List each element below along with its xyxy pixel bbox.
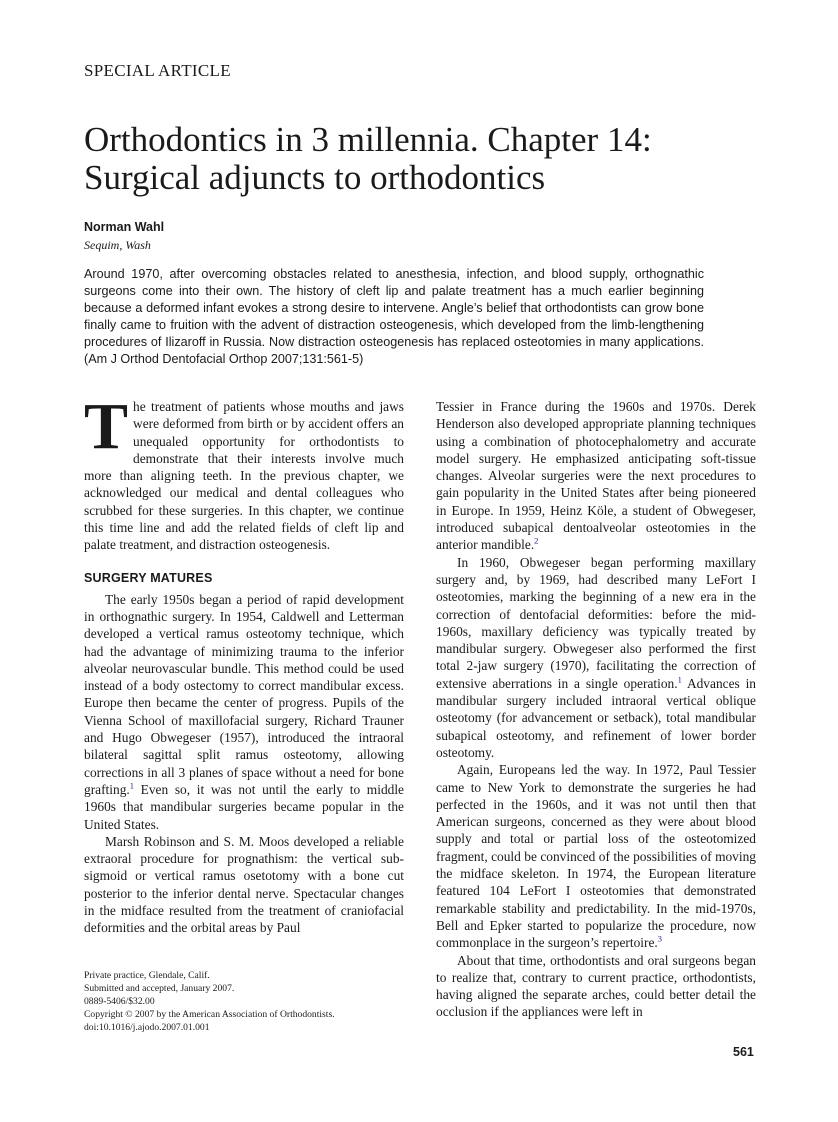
paragraph [436,398,756,554]
reference-link[interactable]: 1 [129,780,134,791]
footnote-issn: 0889-5406/$32.00 [84,996,155,1007]
paragraph-text: Even so, it was not until the early to middle 1960s that mandibular surgeries became popular in the United States. [84,781,404,832]
reference-link[interactable]: 1 [677,674,682,685]
page-number: 561 [733,1045,754,1059]
abstract: Around 1970, after overcoming obstacles related to anesthesia, infection, and blood supply, orthognathic surgeons come into their own. The history of cleft lip and palate treatment has a much earlier beginning because a deformed infant evokes a strong desire to intervene. Angle’s belief that orthodontists can grow bone finally came to fruition with the advent of distraction osteogenesis, which developed from the limb-lengthening procedures of Ilizaroff in Russia. Now distraction osteogenesis has replaced osteotomies in many applications. (Am J Orthod Dentofacial Orthop 2007;131:561-5) [84,267,704,366]
section-heading: SURGERY MATURES [84,570,213,585]
author-affiliation: Sequim, Wash [84,238,151,252]
title-line-2: Surgical adjuncts to orthodontics [84,158,546,197]
right-column [436,398,756,1021]
paragraph-text: Again, Europeans led the way. In 1972, Paul Tessier came to New York to demonstrate the surgeries he had perfected in the 1960s, and it was not until then that American surgeons, concerned as they were about blood supply and total or partial loss of the osteotomized fragment, could be convinced of the possibilities of moving the midface skeleton. In 1974, the European literature featured 104 LeFort I osteotomies that demonstrated remarkable stability and predictability. In the mid-1970s, Bell and Epker started to popularize the procedure, now commonplace in the surgeon’s repertoire. [436,762,756,951]
paragraph: Marsh Robinson and S. M. Moos developed a reliable extraoral procedure for prognathism: the vertical subsigmoid or vertical ramus osetotomy with a bone cut posterior to the inferior dental nerve. Spectacular changes in the midface resulted from the treatment of craniofacial deformities and the orbital areas by Paul [84,833,404,936]
paragraph [84,591,404,833]
reference-link[interactable]: 3 [657,933,662,944]
paragraph [436,761,756,951]
intro-text: he treatment of patients whose mouths and jaws were deformed from birth or by accident offers an unequaled opportunity for orthodontists to demonstrate that their interests involve much more than aligning teeth. In the previous chapter, we acknowledged our medical and dental colleagues who scrubbed for these surgeries. In this chapter, we continue this time line and add the related fields of cleft lip and palate treatment, and distraction osteogenesis. [84,399,404,553]
paragraph-text: In 1960, Obwegeser began performing maxillary surgery and, by 1969, had described many LeFort I osteotomies, marking the beginning of a new era in the correction of dentofacial deformities: before the mid-1960s, maxillary deficiency was typically treated by mandibular surgery. Obwegeser also performed the first total 2-jaw surgery (1970), facilitating the correction of extensive aberrations in a single operation. [436,554,756,691]
reference-link[interactable]: 2 [534,535,539,546]
left-column [84,390,404,937]
article-title [84,121,724,197]
paragraph [436,554,756,762]
footnote-submitted: Submitted and accepted, January 2007. [84,983,235,994]
footnote-copyright: Copyright © 2007 by the American Association of Orthodontists. [84,1009,335,1020]
paragraph-text: Tessier in France during the 1960s and 1970s. Derek Henderson also developed appropriate planning techniques using a combination of photocephalometry and accurate model surgery. He emphasized anticipating soft-tissue changes. Alveolar surgeries were the next procedures to gain popularity in the United States after being pioneered in Europe. In 1959, Heinz Köle, a student of Obwegeser, introduced subapical dentoalveolar osteotomies in the anterior mandible. [436,399,756,553]
intro-paragraph [84,390,404,554]
footnotes [84,969,335,1034]
drop-cap: T [84,390,129,463]
paragraph-text: The early 1950s began a period of rapid development in orthognathic surgery. In 1954, Caldwell and Letterman developed a vertical ramus osteotomy technique, which had the advantage of minimizing trauma to the inferior alveolar neurovascular bundle. This method could be used instead of a body ostectomy to correct mandibular excess. Europe then became the center of progress. Pupils of the Vienna School of maxillofacial surgery, Richard Trauner and Hugo Obwegeser (1957), introduced the intraoral bilateral sagittal split ramus osteotomy, allowing corrections in all 3 planes of space without a need for bone grafting. [84,591,404,797]
footnote-doi[interactable]: doi:10.1016/j.ajodo.2007.01.001 [84,1022,210,1033]
paragraph: About that time, orthodontists and oral surgeons began to realize that, contrary to current practice, orthodontists, having aligned the separate arches, could better detail the occlusion if the appliances were left in [436,952,756,1020]
footnote-affiliation: Private practice, Glendale, Calif. [84,970,210,981]
author-name: Norman Wahl [84,220,165,234]
title-line-1: Orthodontics in 3 millennia. Chapter 14: [84,120,652,159]
section-label: SPECIAL ARTICLE [84,61,231,80]
paragraph-text: Advances in mandibular surgery included intraoral vertical oblique osteotomy (for advancement or setback), total mandibular subapical osteotomy, and refinement of lower border osteotomy. [436,675,757,760]
